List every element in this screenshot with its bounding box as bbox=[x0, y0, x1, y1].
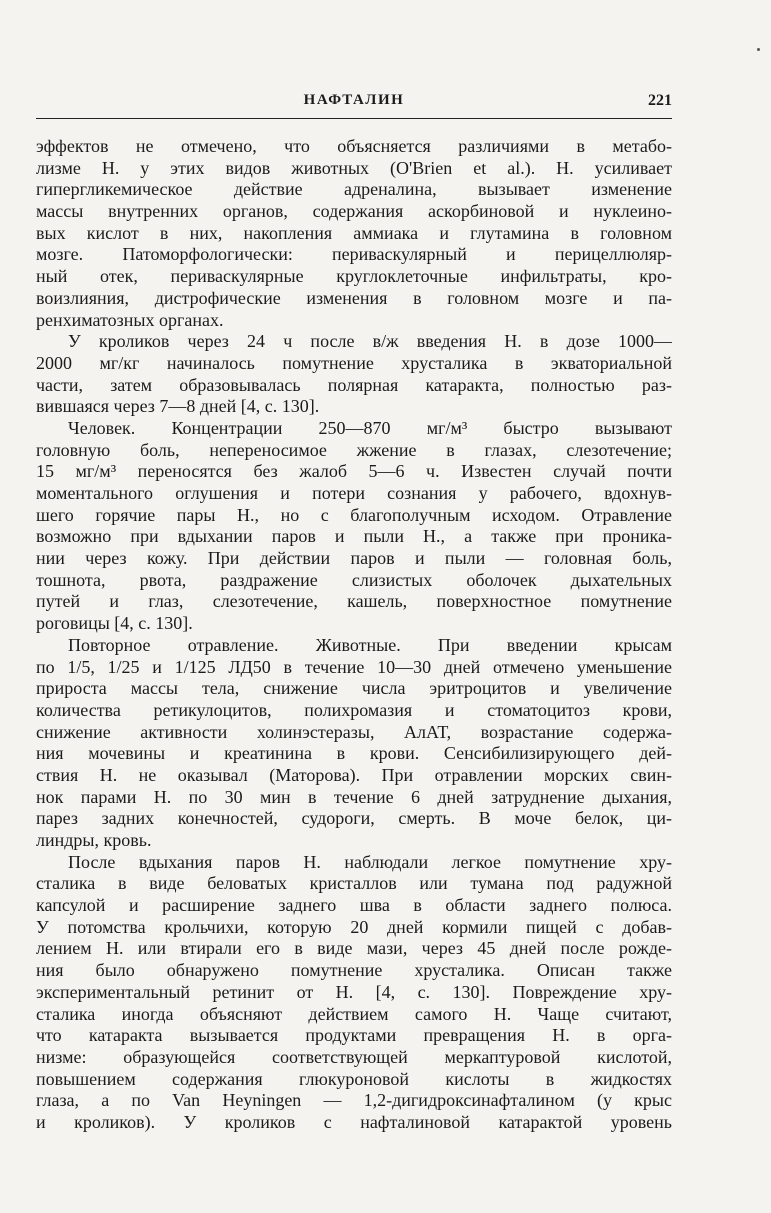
text-line: количества ретикулоцитов, полихромазия и стоматоцитоз крови, bbox=[36, 699, 672, 720]
text-line: прироста массы тела, снижение числа эритроцитов и увеличение bbox=[36, 678, 672, 699]
text-line: сталика в виде беловатых кристаллов или тумана под радужной bbox=[36, 873, 672, 894]
text-line: сталика иногда объясняют действием самого Н. Чаще считают, bbox=[36, 1003, 672, 1024]
text-line: части, затем образовывалась полярная катаракта, полностью раз- bbox=[36, 374, 672, 395]
text-line: лением Н. или втирали его в виде мази, через 45 дней после рожде- bbox=[36, 938, 672, 959]
text-line: ния мочевины и креатинина в крови. Сенсибилизирующего дей- bbox=[36, 743, 672, 764]
text-line: путей и глаз, слезотечение, кашель, поверхностное помутнение bbox=[36, 591, 672, 612]
text-line: 15 мг/м³ переносятся без жалоб 5—6 ч. Известен случай почти bbox=[36, 461, 672, 482]
text-line: нок парами Н. по 30 мин в течение 6 дней затруднение дыхания, bbox=[36, 786, 672, 807]
text-line: нии через кожу. При действии паров и пыли — головная боль, bbox=[36, 548, 672, 569]
text-line: 2000 мг/кг начиналось помутнение хрусталика в экваториальной bbox=[36, 352, 672, 373]
text-line: экспериментальный ретинит от Н. [4, с. 130]. Повреждение хру- bbox=[36, 981, 672, 1002]
text-line: После вдыхания паров Н. наблюдали легкое помутнение хру- bbox=[68, 851, 672, 872]
text-line: шего горячие пары Н., но с благополучным исходом. Отравление bbox=[36, 504, 672, 525]
text-line: массы внутренних органов, содержания аскорбиновой и нуклеино- bbox=[36, 201, 672, 222]
text-line: повышением содержания глюкуроновой кислоты в жидкостях bbox=[36, 1068, 672, 1089]
text-line: головную боль, непереносимое жжение в глазах, слезотечение; bbox=[36, 439, 672, 460]
text-line: Человек. Концентрации 250—870 мг/м³ быстро вызывают bbox=[68, 417, 672, 438]
text-line: глаза, а по Van Heyningen — 1,2-дигидроксинафталином (у крыс bbox=[36, 1090, 672, 1111]
text-line: снижение активности холинэстеразы, АлАТ, возрастание содержа- bbox=[36, 721, 672, 742]
text-line: и кроликов). У кроликов с нафталиновой катарактой уровень bbox=[36, 1111, 672, 1132]
text-line: парез задних конечностей, судороги, смерть. В моче белок, ци- bbox=[36, 808, 672, 829]
text-line: капсулой и расширение заднего шва в области заднего полюса. bbox=[36, 895, 672, 916]
text-line: ствия Н. не оказывал (Маторова). При отравлении морских свин- bbox=[36, 764, 672, 785]
text-line: ный отек, периваскулярные круглоклеточные инфильтраты, кро- bbox=[36, 266, 672, 287]
text-line: линдры, кровь. bbox=[36, 830, 152, 850]
text-line: моментального оглушения и потери сознания у рабочего, вдохнув- bbox=[36, 483, 672, 503]
text-line: Повторное отравление. Животные. При введении крысам bbox=[68, 634, 672, 655]
text-line: что катаракта вызывается продуктами превращения Н. в орга- bbox=[36, 1025, 672, 1046]
header-rule bbox=[36, 118, 672, 119]
text-line: вившаяся через 7—8 дней [4, с. 130]. bbox=[36, 396, 320, 417]
text-line: У потомства крольчихи, которую 20 дней кормили пищей с добав- bbox=[36, 916, 672, 937]
text-line: эффектов не отмечено, что объясняется различиями в метабо- bbox=[36, 136, 672, 156]
text-line: возможно при вдыхании паров и пыли Н., а также при проника- bbox=[36, 526, 672, 547]
text-line: вых кислот в них, накопления аммиака и глутамина в головном bbox=[36, 222, 672, 243]
text-line: роговицы [4, с. 130]. bbox=[36, 613, 193, 634]
text-line: по 1/5, 1/25 и 1/125 ЛД50 в течение 10—30 дней отмечено уменьшение bbox=[36, 656, 672, 677]
text-line: ния было обнаружено помутнение хрусталика. Описан также bbox=[36, 960, 672, 981]
text-line: ренхиматозных органах. bbox=[36, 309, 224, 330]
text-line: У кроликов через 24 ч после в/ж введения Н. в дозе 1000— bbox=[68, 331, 672, 352]
page-header bbox=[36, 92, 672, 116]
text-line: мозге. Патоморфологически: периваскулярный и перицеллюляр- bbox=[36, 244, 672, 265]
scan-speck bbox=[757, 48, 760, 51]
text-line: низме: образующейся соответствующей меркаптуровой кислотой, bbox=[36, 1046, 672, 1067]
text-line: тошнота, рвота, раздражение слизистых оболочек дыхательных bbox=[36, 569, 672, 590]
body-text bbox=[36, 136, 672, 1134]
text-line: лизме Н. у этих видов животных (O'Brien et al.). Н. усиливает bbox=[36, 157, 672, 178]
text-line: гипергликемическое действие адреналина, вызывает изменение bbox=[36, 179, 672, 200]
running-title: НАФТАЛИН bbox=[303, 92, 405, 108]
page-number: 221 bbox=[648, 92, 672, 109]
text-line: воизлияния, дистрофические изменения в головном мозге и па- bbox=[36, 287, 672, 308]
